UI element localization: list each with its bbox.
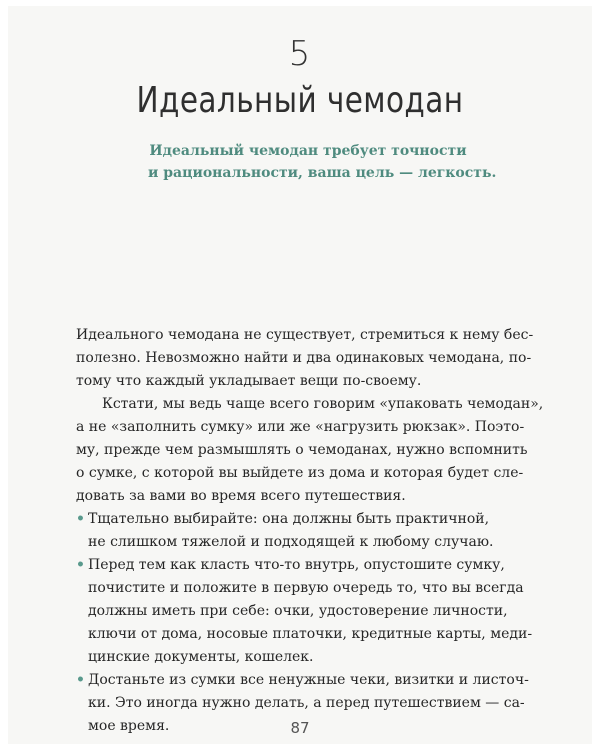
paragraph-2-line: Кстати, мы ведь чаще всего говорим «упаковать чемодан», xyxy=(102,396,544,412)
epigraph-line: и рациональности, ваша цель — легкость. xyxy=(148,165,497,181)
body-text xyxy=(76,324,544,738)
bullet-marker: • xyxy=(76,511,85,527)
bullet-item xyxy=(76,669,540,692)
bullet-line: ки. Это иногда нужно делать, а перед путешествием — са- xyxy=(88,695,525,711)
bullet-line: почистите и положите в первую очередь то, что вы всегда xyxy=(88,580,524,596)
paragraph-2-line: а не «заполнить сумку» или же «нагрузить рюкзак». Поэто- xyxy=(76,419,525,435)
bullet-line: ключи от дома, носовые платочки, кредитные карты, меди- xyxy=(88,626,533,642)
bullet-line: не слишком тяжелой и подходящей к любому случаю. xyxy=(88,534,494,550)
paragraph-2-line: довать за вами во время всего путешествия. xyxy=(76,488,406,504)
chapter-epigraph xyxy=(148,140,497,184)
bullet-line: мое время. xyxy=(88,718,170,734)
bullet-marker: • xyxy=(76,672,85,688)
paragraph-2-line: о сумке, с которой вы выйдете из дома и которая будет сле- xyxy=(76,465,524,481)
bullet-line: Тщательно выбирайте: она должны быть практичной, xyxy=(88,511,490,527)
bullet-line: цинские документы, кошелек. xyxy=(88,649,314,665)
paragraph-2-line: му, прежде чем размышлять о чемоданах, нужно вспомнить xyxy=(76,442,528,458)
bullet-item xyxy=(76,554,540,577)
paragraph-1-line: Идеального чемодана не существует, стремиться к нему бес- xyxy=(76,327,534,343)
bullet-line: должны иметь при себе: очки, удостоверение личности, xyxy=(88,603,508,619)
bullet-marker: • xyxy=(76,557,85,573)
epigraph-line: Идеальный чемодан требует точности xyxy=(149,143,467,159)
page-number: 87 xyxy=(290,719,310,737)
bullet-item xyxy=(76,508,540,531)
bullet-line: Перед тем как класть что-то внутрь, опустошите сумку, xyxy=(88,557,505,573)
paragraph-1-line: полезно. Невозможно найти и два одинаковых чемодана, по- xyxy=(76,350,532,366)
paragraph-1-line: тому что каждый укладывает вещи по-своему. xyxy=(76,373,422,389)
chapter-title: Идеальный чемодан xyxy=(136,80,464,121)
bullet-line: Достаньте из сумки все ненужные чеки, визитки и листоч- xyxy=(88,672,529,688)
chapter-number: 5 xyxy=(288,34,312,74)
